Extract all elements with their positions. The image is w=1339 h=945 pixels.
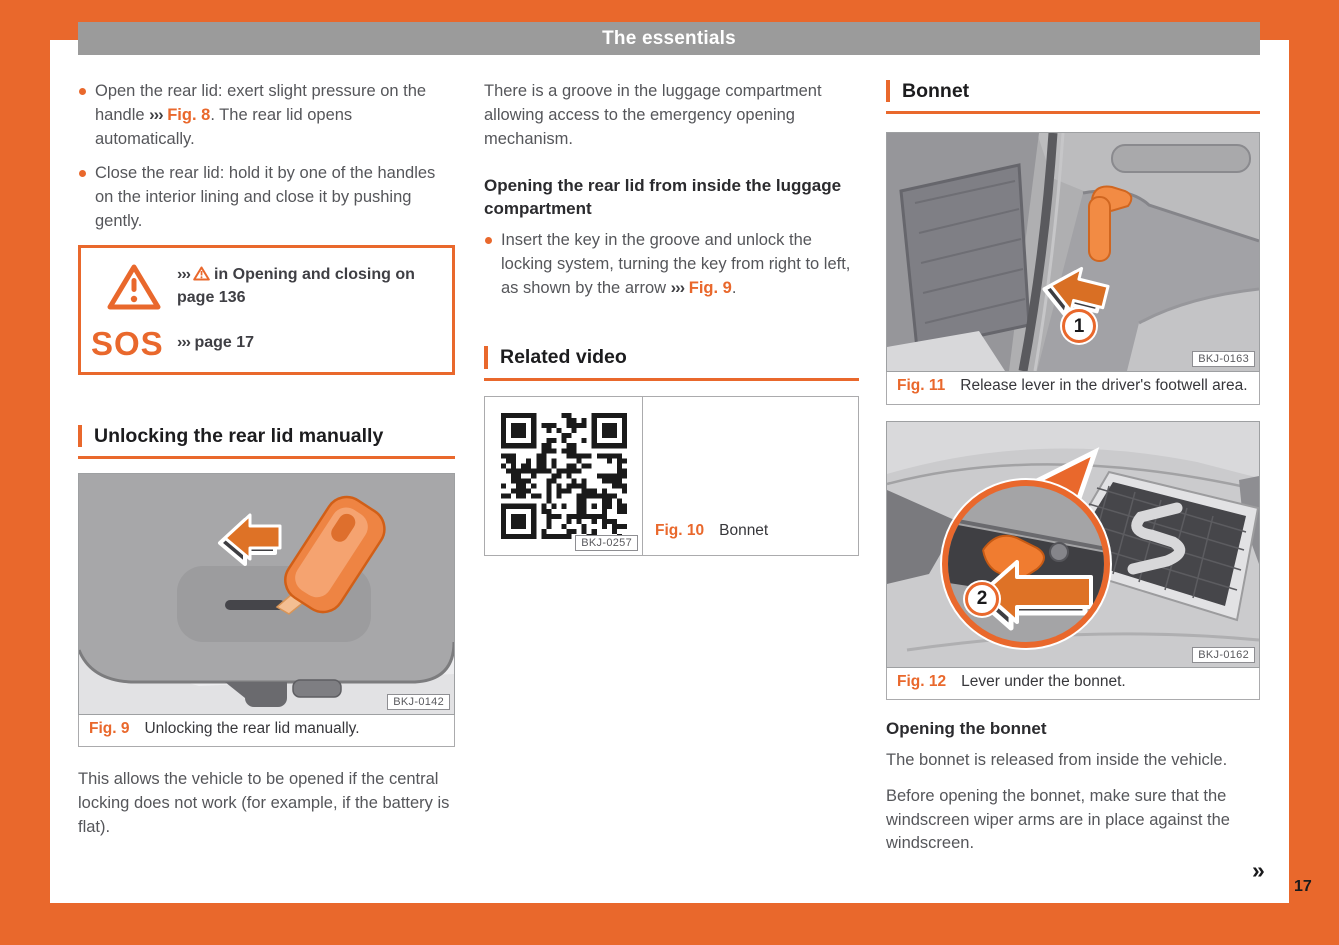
paragraph-wiper-warning: Before opening the bonnet, make sure that the windscreen wiper arms are in place against the windscreen. xyxy=(886,786,1230,853)
ref-arrows: ››› xyxy=(149,105,163,124)
bullet-text: . The rear lid opens automatically. xyxy=(95,105,353,148)
heading-related-video xyxy=(484,346,859,380)
fig11-caption xyxy=(886,371,1260,404)
bonnet-lever-drawing xyxy=(887,422,1259,667)
fig10-caption xyxy=(643,397,858,555)
bullet-open-rear-lid xyxy=(78,80,455,151)
bullet-insert-key xyxy=(484,229,859,300)
fig9-caption-text: Unlocking the rear lid manually. xyxy=(144,719,360,737)
bullet-close-rear-lid xyxy=(78,162,455,233)
warning-triangle-icon xyxy=(91,261,177,313)
warning-triangle-small-icon xyxy=(193,266,210,288)
subheading-opening-bonnet: Opening the bonnet xyxy=(886,718,1047,738)
image-code-badge: BKJ-0163 xyxy=(1192,351,1255,367)
bullet-dot-icon xyxy=(79,88,86,95)
bullet-text: Open the rear lid: exert slight pressure on the handle xyxy=(95,82,427,124)
heading-text: Bonnet xyxy=(886,80,1260,102)
fig12-illustration xyxy=(886,421,1260,668)
ref-arrows: ››› xyxy=(177,265,190,283)
ref-arrows: ››› xyxy=(177,333,190,351)
fig12-caption xyxy=(886,667,1260,700)
subheading-opening-from-inside: Opening the rear lid from inside the luggage compartment xyxy=(484,176,842,218)
fig9-illustration xyxy=(78,473,455,715)
column-middle xyxy=(484,80,859,556)
fig12-caption-text: Lever under the bonnet. xyxy=(961,672,1126,690)
fig12-label: Fig. 12 xyxy=(897,672,947,690)
fig10-caption-text: Bonnet xyxy=(719,521,769,539)
bullet-text: Insert the key in the groove and unlock the locking system, turning the key from right to left, as shown by the arrow xyxy=(501,231,851,297)
continuation-marker: » xyxy=(1252,857,1265,883)
sos-label: SOS xyxy=(91,324,164,362)
image-code-badge: BKJ-0257 xyxy=(575,535,638,551)
qr-code-pattern xyxy=(501,413,627,539)
fig9-caption xyxy=(78,714,455,747)
paragraph-groove: There is a groove in the luggage compartment allowing access to the emergency opening mechanism. xyxy=(484,82,822,148)
heading-text: Related video xyxy=(484,346,859,368)
paragraph-manual-unlock-note: This allows the vehicle to be opened if the central locking does not work (for example, if the battery is flat). xyxy=(78,770,450,836)
heading-bonnet xyxy=(886,80,1260,114)
fig9-label: Fig. 9 xyxy=(89,719,130,737)
column-left xyxy=(78,80,455,851)
fig9-link[interactable]: Fig. 9 xyxy=(688,278,732,297)
warning-reference-box xyxy=(78,245,455,375)
image-code-badge: BKJ-0142 xyxy=(387,694,450,710)
page-number: 17 xyxy=(1294,878,1312,895)
bullet-text: . xyxy=(731,278,737,297)
fig11-label: Fig. 11 xyxy=(897,377,946,395)
heading-unlocking-rear-lid xyxy=(78,425,455,459)
marker-1: 1 xyxy=(1062,309,1096,343)
image-code-badge: BKJ-0162 xyxy=(1192,647,1255,663)
bullet-dot-icon xyxy=(79,170,86,177)
bullet-dot-icon xyxy=(485,237,492,244)
rear-lid-key-drawing xyxy=(79,474,454,714)
sos-page-reference xyxy=(177,333,438,354)
page-header-bar xyxy=(78,22,1260,55)
qr-code[interactable] xyxy=(485,397,643,555)
warning-reference-label[interactable]: in Opening and closing on page 136 xyxy=(177,265,415,306)
heading-text: Unlocking the rear lid manually xyxy=(78,425,455,447)
bullet-text: Close the rear lid: hold it by one of the handles on the interior lining and close it by pushing gently. xyxy=(95,164,436,230)
fig11-illustration xyxy=(886,132,1260,372)
fig10-label: Fig. 10 xyxy=(655,521,705,539)
marker-2: 2 xyxy=(965,582,999,616)
page-header-title: The essentials xyxy=(602,27,736,49)
fig11-caption-text: Release lever in the driver's footwell area. xyxy=(960,377,1248,395)
related-video-box xyxy=(484,396,859,556)
page-reference-label[interactable]: page 17 xyxy=(194,333,255,351)
column-right xyxy=(886,80,1260,868)
fig8-link[interactable]: Fig. 8 xyxy=(167,105,211,124)
ref-arrows: ››› xyxy=(670,278,685,297)
paragraph-bonnet-release: The bonnet is released from inside the vehicle. xyxy=(886,751,1228,770)
warning-reference-text xyxy=(177,265,438,309)
